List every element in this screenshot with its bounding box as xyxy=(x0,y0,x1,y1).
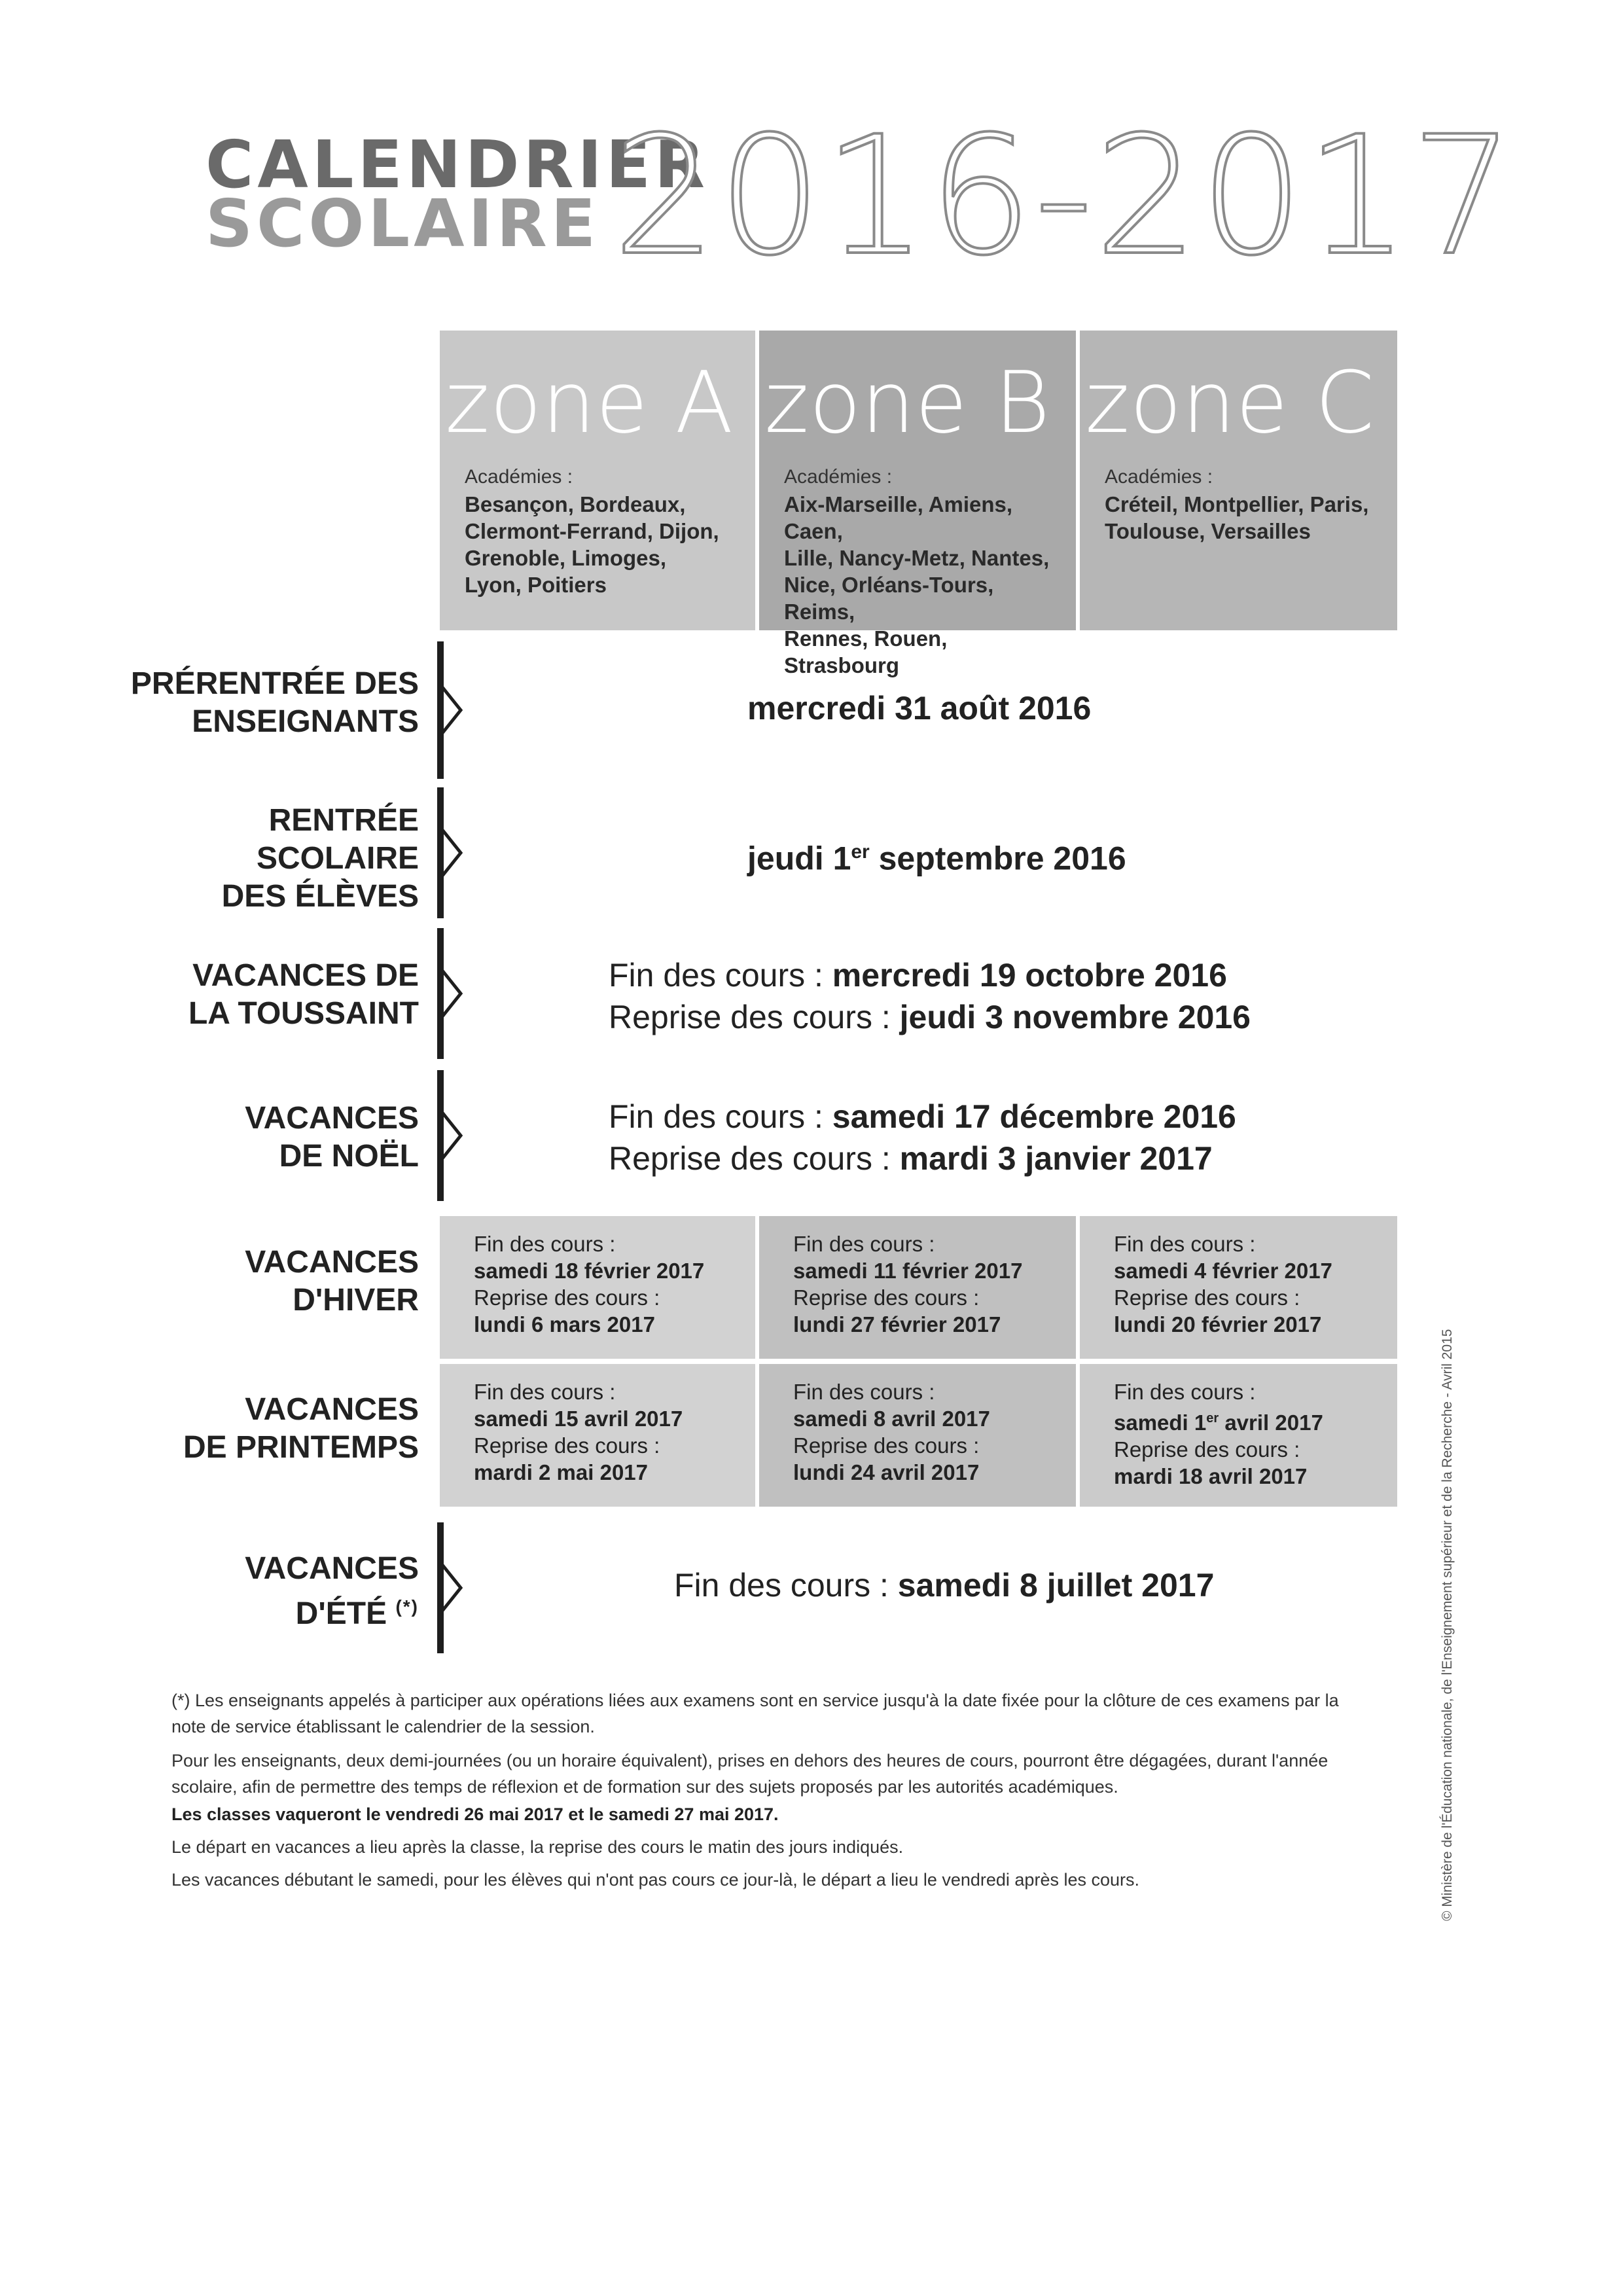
end-value-sup: er xyxy=(1206,1411,1219,1426)
resume-label: Reprise des cours : xyxy=(474,1285,660,1310)
printemps-zone-b-cell xyxy=(759,1364,1076,1507)
label-line: DES ÉLÈVES xyxy=(221,879,419,914)
prerentree-date: mercredi 31 août 2016 xyxy=(747,690,1092,726)
copyright-credit: © Ministère de l'Éducation nationale, de l'Enseignement supérieur et de la Recherche - Avril 2015 xyxy=(1440,1329,1455,1921)
resume-label: Reprise des cours : xyxy=(474,1433,660,1458)
end-label: Fin des cours : xyxy=(793,1380,935,1404)
footnote-depart: Le départ en vacances a lieu après la classe, la reprise des cours le matin des jours indiqués. xyxy=(171,1837,904,1857)
end-value: samedi 8 juillet 2017 xyxy=(897,1567,1215,1604)
row-label-prerentree xyxy=(131,665,419,741)
academies-line: Lyon, Poitiers xyxy=(465,573,607,597)
ete-end xyxy=(674,1564,1214,1606)
academies-line: Toulouse, Versailles xyxy=(1105,519,1311,543)
end-label: Fin des cours : xyxy=(674,1567,898,1604)
label-line: DE NOËL xyxy=(279,1139,419,1174)
end-value: samedi 8 avril 2017 xyxy=(793,1407,990,1431)
resume-label: Reprise des cours : xyxy=(1114,1437,1300,1462)
academies-line: Aix-Marseille, Amiens, Caen, xyxy=(784,492,1013,543)
resume-value: lundi 24 avril 2017 xyxy=(793,1460,980,1484)
label-line: VACANCES DE xyxy=(192,958,419,993)
toussaint-dates xyxy=(609,954,1251,1038)
zone-b-academies xyxy=(784,491,1051,679)
academies-line: Créteil, Montpellier, Paris, xyxy=(1105,492,1369,516)
end-label: Fin des cours : xyxy=(609,1098,832,1135)
end-value: samedi 18 février 2017 xyxy=(474,1259,705,1283)
end-value: samedi 4 février 2017 xyxy=(1114,1259,1332,1283)
footnote-classes-vaqueront xyxy=(171,1801,1376,1827)
footnote-demi-journees: Pour les enseignants, deux demi-journées (ou un horaire équivalent), prises en dehors des heures de cours, pourront être dégagées, durant l'année scolaire, afin de permettre des temps de réflexion et de formation sur des sujets proposés par les autorités académiques. xyxy=(171,1751,1329,1797)
resume-label: Reprise des cours : xyxy=(793,1433,980,1458)
zone-b-title: zone B xyxy=(764,353,1050,452)
resume-value: lundi 20 février 2017 xyxy=(1114,1312,1322,1336)
footnote-marker: (*) xyxy=(395,1596,419,1617)
resume-value: jeudi 3 novembre 2016 xyxy=(899,999,1251,1035)
hiver-zone-b-cell xyxy=(759,1216,1076,1359)
label-line: VACANCES xyxy=(245,1551,419,1586)
zone-c-academies-label: Académies : xyxy=(1105,466,1213,488)
row-label-toussaint xyxy=(188,957,419,1033)
end-value-text: avril 2017 xyxy=(1219,1410,1323,1435)
label-line: LA TOUSSAINT xyxy=(188,996,419,1031)
resume-value: mardi 3 janvier 2017 xyxy=(899,1140,1213,1177)
zone-a-academies-label: Académies : xyxy=(465,466,573,488)
row-label-ete xyxy=(245,1550,419,1633)
label-text: D'ÉTÉ xyxy=(295,1596,387,1631)
noel-dates xyxy=(609,1096,1236,1179)
resume-label: Reprise des cours : xyxy=(609,1140,900,1177)
rentree-date-text: jeudi 1 xyxy=(747,840,851,877)
row-label-hiver xyxy=(245,1244,419,1319)
zone-b-header xyxy=(759,331,1076,677)
label-line: ENSEIGNANTS xyxy=(192,704,419,739)
resume-label: Reprise des cours : xyxy=(609,999,900,1035)
footnote-bold: Les classes vaqueront le vendredi 26 mai 2017 et le samedi 27 mai 2017. xyxy=(171,1804,779,1824)
label-line: VACANCES xyxy=(245,1101,419,1136)
bracket-icon xyxy=(437,1070,466,1201)
zone-c-academies xyxy=(1105,491,1372,545)
row-label-noel xyxy=(245,1100,419,1175)
zone-c-header xyxy=(1080,331,1397,630)
end-label: Fin des cours : xyxy=(609,957,832,994)
noel-resume xyxy=(609,1138,1236,1179)
toussaint-end xyxy=(609,954,1251,996)
row-label-printemps xyxy=(183,1391,419,1467)
label-line: PRÉRENTRÉE DES xyxy=(130,666,419,701)
academies-line: Nice, Orléans-Tours, Reims, xyxy=(784,573,994,624)
zone-a-academies xyxy=(465,491,730,598)
label-line: SCOLAIRE xyxy=(256,841,419,876)
row-label-rentree xyxy=(222,802,419,916)
bracket-icon xyxy=(437,787,466,918)
resume-value: mardi 2 mai 2017 xyxy=(474,1460,648,1484)
noel-end xyxy=(609,1096,1236,1138)
label-line: DE PRINTEMPS xyxy=(183,1430,419,1465)
rentree-date-sup: er xyxy=(851,841,870,863)
end-value: samedi 11 février 2017 xyxy=(793,1259,1023,1283)
title-year: 2016-2017 xyxy=(613,101,1516,291)
title-word-calendrier: CALENDRIER xyxy=(205,126,709,203)
footnote-examens: (*) Les enseignants appelés à participer aux opérations liées aux examens sont en service jusqu'à la date fixée pour la clôture de ces examens par la note de service établissant le calendrier de la session. xyxy=(171,1691,1339,1736)
bracket-icon xyxy=(437,1522,466,1653)
end-label: Fin des cours : xyxy=(1114,1380,1256,1404)
resume-label: Reprise des cours : xyxy=(793,1285,980,1310)
resume-value: lundi 6 mars 2017 xyxy=(474,1312,655,1336)
bracket-icon xyxy=(437,928,466,1059)
zone-c-title: zone C xyxy=(1085,353,1375,452)
toussaint-resume xyxy=(609,996,1251,1038)
academies-line: Besançon, Bordeaux, xyxy=(465,492,686,516)
label-line: VACANCES xyxy=(245,1392,419,1427)
label-line: VACANCES xyxy=(245,1245,419,1280)
hiver-zone-a-cell xyxy=(440,1216,755,1359)
end-value-text: samedi 1 xyxy=(1114,1410,1207,1435)
end-value: samedi 15 avril 2017 xyxy=(474,1407,683,1431)
zone-a-title: zone A xyxy=(445,353,734,452)
printemps-zone-a-cell xyxy=(440,1364,755,1507)
rentree-date-text: septembre 2016 xyxy=(869,840,1126,877)
rentree-date xyxy=(747,831,1126,880)
bracket-icon xyxy=(437,641,466,779)
footnote-samedi: Les vacances débutant le samedi, pour les élèves qui n'ont pas cours ce jour-là, le départ a lieu le vendredi après les cours. xyxy=(171,1870,1140,1890)
zone-a-header xyxy=(440,331,755,630)
resume-label: Reprise des cours : xyxy=(1114,1285,1300,1310)
resume-value: lundi 27 février 2017 xyxy=(793,1312,1001,1336)
printemps-zone-c-cell xyxy=(1080,1364,1397,1507)
end-label: Fin des cours : xyxy=(1114,1232,1256,1256)
label-line: RENTRÉE xyxy=(268,803,419,838)
end-label: Fin des cours : xyxy=(474,1232,616,1256)
resume-value: mardi 18 avril 2017 xyxy=(1114,1464,1308,1488)
hiver-zone-c-cell xyxy=(1080,1216,1397,1359)
title-word-scolaire: SCOLAIRE xyxy=(205,185,600,262)
academies-line: Lille, Nancy-Metz, Nantes, xyxy=(784,546,1050,570)
end-value: samedi 17 décembre 2016 xyxy=(832,1098,1236,1135)
academies-line: Rennes, Rouen, Strasbourg xyxy=(784,626,948,677)
academies-line: Grenoble, Limoges, xyxy=(465,546,667,570)
end-value: mercredi 19 octobre 2016 xyxy=(832,957,1227,994)
academies-line: Clermont-Ferrand, Dijon, xyxy=(465,519,719,543)
end-label: Fin des cours : xyxy=(474,1380,616,1404)
end-value xyxy=(1114,1405,1397,1436)
zone-b-academies-label: Académies : xyxy=(784,466,893,488)
label-line: D'HIVER xyxy=(293,1283,419,1318)
end-label: Fin des cours : xyxy=(793,1232,935,1256)
label-line xyxy=(245,1588,419,1633)
